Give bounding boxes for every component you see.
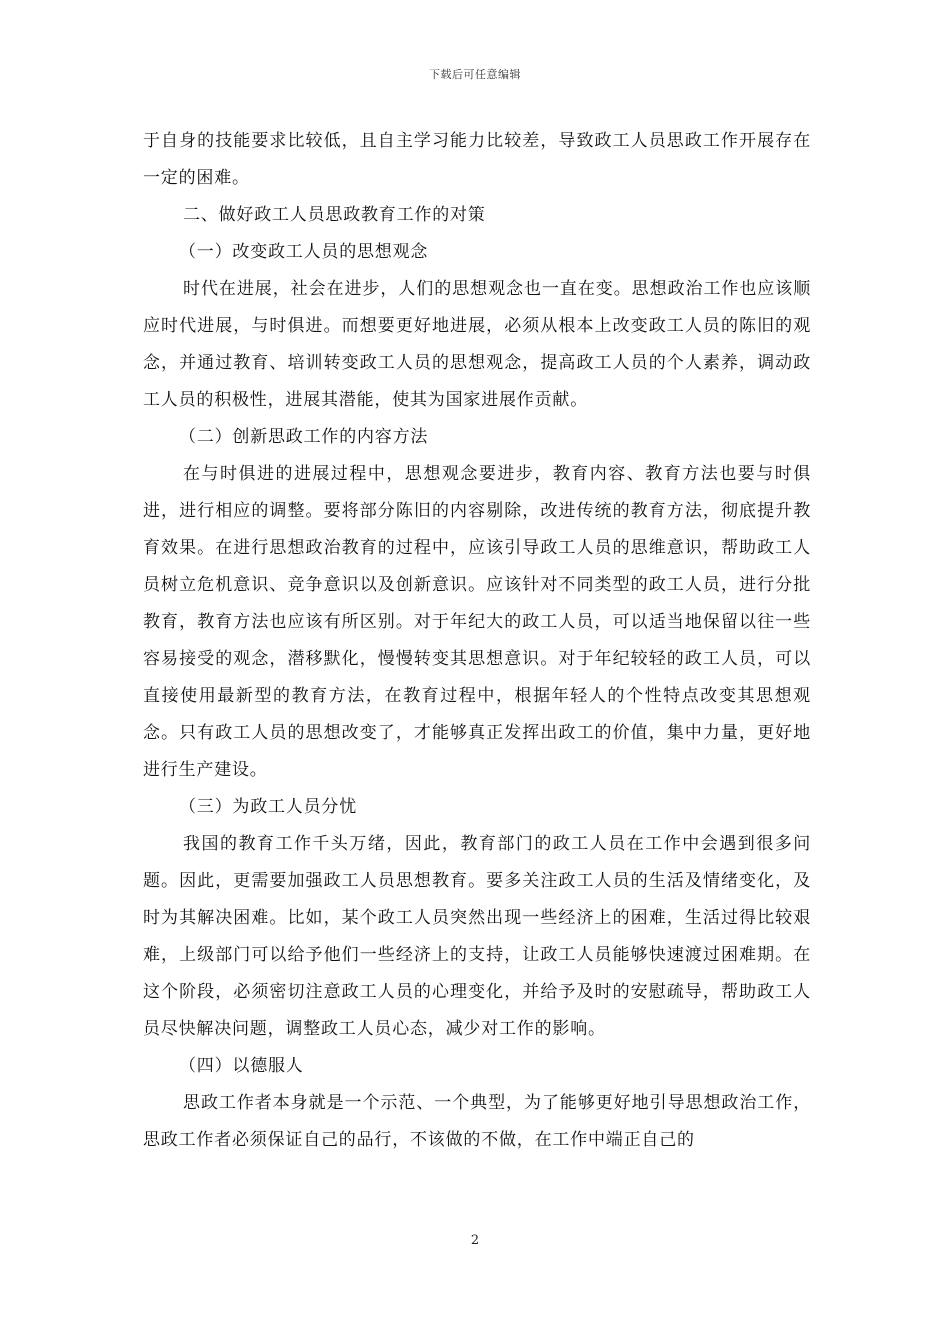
page-number: 2 [470,1233,480,1248]
subheading-change-ideas: （一）改变政工人员的思想观念 [179,242,429,262]
subheading-innovate-methods: （二）创新思政工作的内容方法 [179,427,429,447]
paragraph-virtue: 思政工作者本身就是一个示范、一个典型，为了能够更好地引导思想政治工作，思政工作者必须保证自己的品行，不该做的不做，在工作中端正自己的 [143,1093,811,1150]
section-heading-countermeasures: 二、做好政工人员思政教育工作的对策 [183,205,486,225]
page-header: 下载后可任意编辑 [429,68,521,81]
subheading-share-worries: （三）为政工人员分忧 [179,797,357,817]
paragraph-innovate-methods: 在与时俱进的进展过程中，思想观念要进步，教育内容、教育方法也要与时俱进，进行相应的调整。要将部分陈旧的内容剔除，改进传统的教育方法，彻底提升教育效果。在进行思想政治教育的过程中，应该引导政工人员的思维意识，帮助政工人员树立危机意识、竞争意识以及创新意识。应该针对不同类型的政工人员，进行分批教育，教育方法也应该有所区别。对于年纪大的政工人员，可以适当地保留以往一些容易接受的观念，潜移默化，慢慢转变其思想意识。对于年纪较轻的政工人员，可以直接使用最新型的教育方法，在教育过程中，根据年轻人的个性特点改变其思想观念。只有政工人员的思想改变了，才能够真正发挥出政工的价值，集中力量，更好地进行生产建设。 [143,464,811,780]
paragraph-change-ideas: 时代在进展，社会在进步，人们的思想观念也一直在变。思想政治工作也应该顺应时代进展，与时俱进。而想要更好地进展，必须从根本上改变政工人员的陈旧的观念，并通过教育、培训转变政工人员的思想观念，提高政工人员的个人素养，调动政工人员的积极性，进展其潜能，使其为国家进展作贡献。 [143,279,811,410]
subheading-virtue: （四）以德服人 [179,1056,304,1076]
paragraph-share-worries: 我国的教育工作千头万绪，因此，教育部门的政工人员在工作中会遇到很多问题。因此，更需要加强政工人员思想教育。要多关注政工人员的生活及情绪变化，及时为其解决困难。比如，某个政工人员突然出现一些经济上的困难，生活过得比较艰难，上级部门可以给予他们一些经济上的支持，让政工人员能够快速渡过困难期。在这个阶段，必须密切注意政工人员的心理变化，并给予及时的安慰疏导，帮助政工人员尽快解决问题，调整政工人员心态，减少对工作的影响。 [143,834,811,1039]
paragraph-continuation: 于自身的技能要求比较低，且自主学习能力比较差，导致政工人员思政工作开展存在一定的困难。 [143,131,811,188]
document-body [143,123,811,1159]
